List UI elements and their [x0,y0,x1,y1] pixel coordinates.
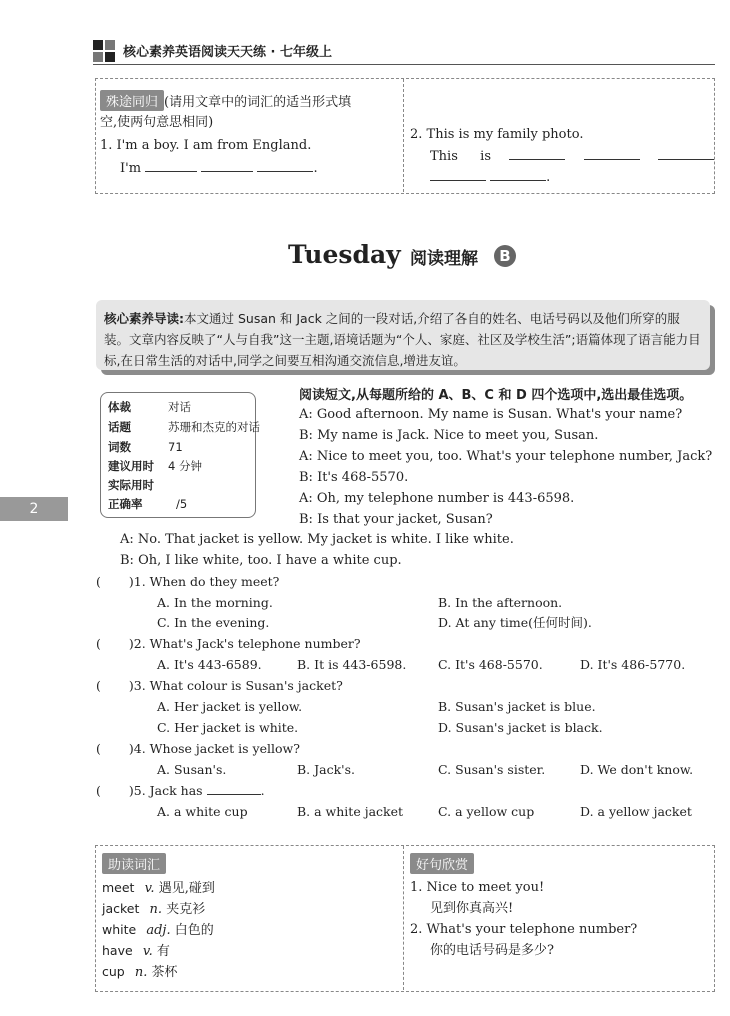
dialogue-line: A: Oh, my telephone number is 443-6598. [299,491,575,506]
option[interactable]: C. Susan's sister. [438,762,546,777]
sentence-zh: 见到你真高兴! [430,901,514,916]
dialogue-line: B: Is that your jacket, Susan? [299,512,493,527]
info-row: 话题 苏珊和杰克的对话 [108,420,260,434]
exercise-column-divider [403,79,404,192]
option[interactable]: B. In the afternoon. [438,595,563,610]
answer-blank[interactable] [201,159,253,172]
dialogue-line: B: Oh, I like white, too. I have a white cup. [120,553,402,568]
exercise-item-1: 1. I'm a boy. I am from England. [100,138,312,153]
option[interactable]: D. We don't know. [580,762,694,777]
vocab-tag: 助读词汇 [102,853,166,874]
answer-blank[interactable] [509,147,565,160]
info-row: 体裁 对话 [108,400,191,414]
bottom-column-divider [403,846,404,990]
header-title: 核心素养英语阅读天天练 · 七年级上 [123,45,332,60]
header-divider [93,64,715,65]
option[interactable]: A. Susan's. [157,762,227,777]
question-2: ( )2. What's Jack's telephone number? [96,636,361,651]
dialogue-line: A: Good afternoon. My name is Susan. What's your name? [299,407,683,422]
item-1-lead: I'm [120,161,142,176]
question-1: ( )1. When do they meet? [96,574,280,589]
option[interactable]: D. a yellow jacket [580,804,692,819]
info-row: 建议用时 4 分钟 [108,459,202,473]
dialogue-line: A: Nice to meet you, too. What's your telephone number, Jack? [299,449,713,464]
answer-blank[interactable] [257,159,313,172]
guide-label: 核心素养导读: [104,311,184,326]
option[interactable]: B. a white jacket [297,804,404,819]
exercise-item-2: 2. This is my family photo. [410,127,584,142]
answer-blank[interactable] [430,168,486,181]
exercise-heading [100,90,351,112]
sentence-en: 2. What's your telephone number? [410,922,638,937]
option[interactable]: A. a white cup [157,804,248,819]
option[interactable]: C. It's 468-5570. [438,657,543,672]
item-1-period: . [313,161,318,176]
question-5: ( )5. Jack has . [96,783,265,798]
option[interactable]: C. In the evening. [157,615,270,630]
option[interactable]: A. It's 443-6589. [157,657,262,672]
answer-blank[interactable] [207,782,261,795]
option[interactable]: B. Susan's jacket is blue. [438,699,596,714]
section-title: 阅读理解 [410,249,478,269]
item-2-verb: is [480,149,491,164]
sentences-heading [410,853,474,874]
vocab-heading [102,853,166,874]
sentence-en: 1. Nice to meet you! [410,880,545,895]
answer-blank[interactable] [145,159,197,172]
header-logo-icon [93,40,117,64]
vocab-item: white adj. 白色的 [102,922,214,938]
page-number-tab: 2 [0,497,68,521]
exercise-item-1-answer [120,159,318,178]
answer-blank[interactable] [658,147,714,160]
option[interactable]: D. At any time(任何时间). [438,615,592,630]
item-2-lead: This [430,149,458,164]
section-badge: B [494,245,516,267]
exercise-instruction-cont: 空,使两句意思相同) [100,115,214,130]
vocab-item: have v. 有 [102,943,170,959]
info-row: 正确率 /5 [108,497,188,511]
exercise-tag: 殊途同归 [100,90,164,111]
exercise-instruction: (请用文章中的词汇的适当形式填 [164,95,352,110]
vocab-item: cup n. 茶杯 [102,964,178,980]
option[interactable]: D. Susan's jacket is black. [438,720,603,735]
option[interactable]: C. Her jacket is white. [157,720,299,735]
question-4: ( )4. Whose jacket is yellow? [96,741,300,756]
option[interactable]: D. It's 486-5770. [580,657,686,672]
exercise-item-2-answer-cont [430,168,550,187]
option[interactable]: A. Her jacket is yellow. [157,699,303,714]
answer-blank[interactable] [490,168,546,181]
exercise-item-2-answer [430,147,714,166]
day-title: Tuesday [288,240,401,269]
sentences-tag: 好句欣赏 [410,853,474,874]
dialogue-line: B: My name is Jack. Nice to meet you, Susan. [299,428,599,443]
option[interactable]: B. It is 443-6598. [297,657,407,672]
option[interactable]: C. a yellow cup [438,804,535,819]
vocab-item: jacket n. 夹克衫 [102,901,206,917]
info-row: 实际用时 [108,478,154,492]
question-3: ( )3. What colour is Susan's jacket? [96,678,343,693]
reading-instruction: 阅读短文,从每题所给的 A、B、C 和 D 四个选项中,选出最佳选项。 [299,388,693,403]
dialogue-line: B: It's 468-5570. [299,470,409,485]
vocab-item: meet v. 遇见,碰到 [102,880,215,896]
info-row: 词数 71 [108,440,183,454]
sentence-zh: 你的电话号码是多少? [430,943,554,958]
dialogue-line: A: No. That jacket is yellow. My jacket is white. I like white. [120,532,514,547]
guide-text [104,308,702,371]
answer-blank[interactable] [584,147,640,160]
guide-body: 本文通过 Susan 和 Jack 之间的一段对话,介绍了各自的姓名、电话号码以及他们所穿的服装。文章内容反映了“人与自我”这一主题,语境话题为“个人、家庭、社区及学校生活”;语篇体现了语言能力目标,在日常生活的对话中,同学之间要互相沟通交流信息,增进友谊。 [104,311,701,368]
item-2-period: . [546,170,551,185]
option[interactable]: A. In the morning. [157,595,273,610]
option[interactable]: B. Jack's. [297,762,355,777]
